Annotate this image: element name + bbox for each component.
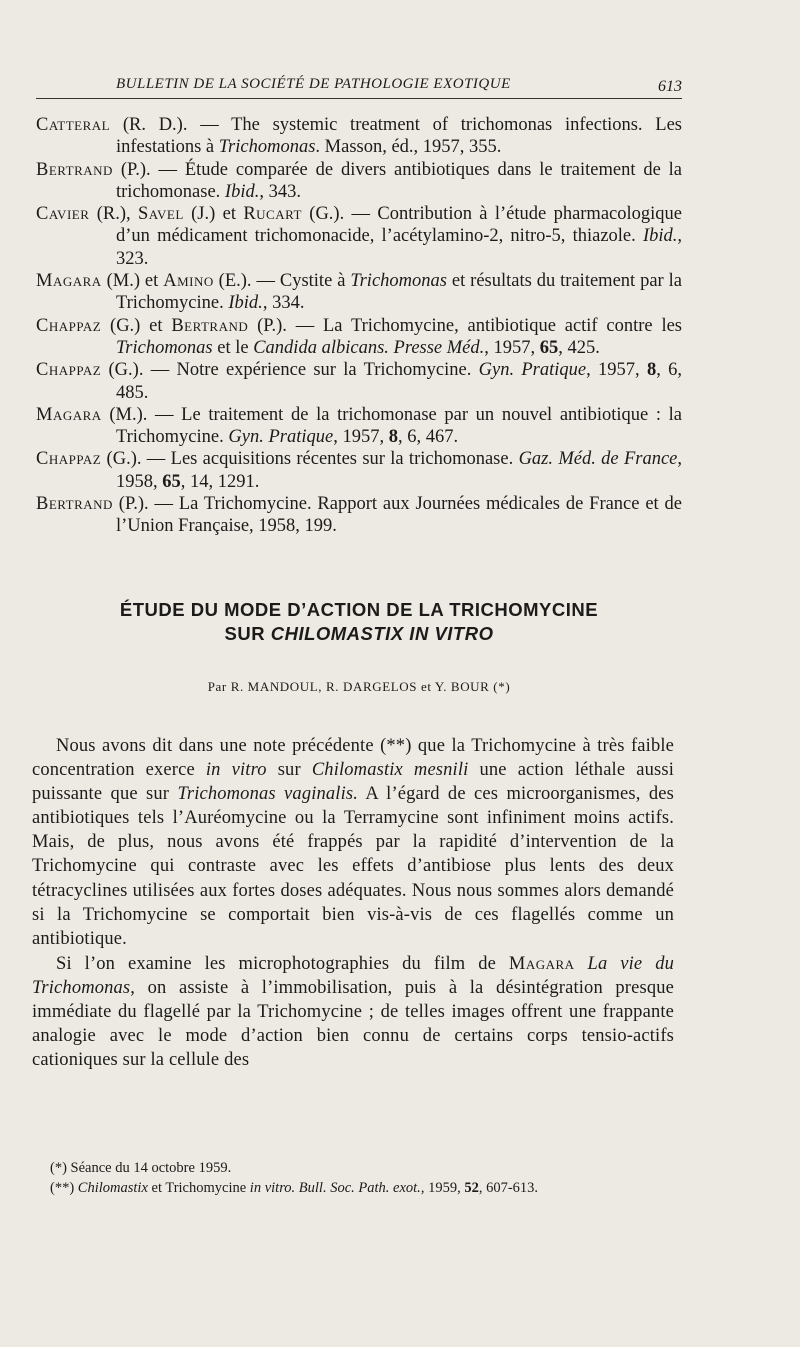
reference-list bbox=[36, 114, 682, 538]
running-head bbox=[36, 74, 682, 99]
article-body bbox=[32, 734, 674, 1072]
paragraph: Nous avons dit dans une note précédente (**) que la Trichomycine à très faible concentration exerce in vitro sur Chilomastix mesnili une action léthale aussi puissante que sur Trichomonas vaginalis. A l’égard de ces microorganismes, des antibiotiques tels l’Auréomycine ou la Terramycine sont infiniment moins actifs. Mais, de plus, nous avons été frappés par la rapidité d’intervention de la Trichomycine qui contraste avec les effets d’antibiose plus lents des deux tétracyclines utilisées aux fortes doses adéquates. Nous nous sommes alors demandé si la Trichomycine se comportait bien vis-à-vis de ces flagellés comme un antibiotique. bbox=[32, 736, 675, 949]
reference-item: Catteral (R. D.). — The systemic treatment of trichomonas infections. Les infestations à Trichomonas. Masson, éd., 1957, 355. bbox=[36, 115, 682, 158]
title-line-1: ÉTUDE DU MODE D’ACTION DE LA TRICHOMYCINE bbox=[119, 599, 599, 620]
reference-item: Cavier (R.), Savel (J.) et Rucart (G.). — Contribution à l’étude pharmacologique d’un médicament trichomonacide, l’acétylamino-2, nitro-5, thiazole. Ibid., 323. bbox=[36, 204, 682, 269]
reference-item: Bertrand (P.). — La Trichomycine. Rapport aux Journées médicales de France et de l’Union Française, 1958, 199. bbox=[36, 494, 682, 537]
reference-item: Bertrand (P.). — Étude comparée de divers antibiotiques dans le traitement de la trichomonase. Ibid., 343. bbox=[36, 159, 682, 202]
paragraph: Si l’on examine les microphotographies du film de Magara La vie du Trichomonas, on assiste à l’immobilisation, puis à la désintégration presque immédiate du flagellé par la Trichomycine ; de telles images offrent une frappante analogie avec le mode d’action bien connu de certains corps tensio-actifs cationiques sur la cellule des bbox=[32, 953, 675, 1071]
authors-line: Par R. MANDOUL, R. DARGELOS et Y. BOUR (*) bbox=[207, 679, 511, 694]
reference-item: Chappaz (G.) et Bertrand (P.). — La Trichomycine, antibiotique actif contre les Trichomonas et le Candida albicans. Presse Méd., 1957, 65, 425. bbox=[36, 315, 682, 358]
reference-item: Chappaz (G.). — Les acquisitions récentes sur la trichomonase. Gaz. Méd. de France, 1958, 65, 14, 1291. bbox=[36, 449, 682, 492]
reference-item: Magara (M.). — Le traitement de la trichomonase par un nouvel antibiotique : la Trichomycine. Gyn. Pratique, 1957, 8, 6, 467. bbox=[36, 404, 682, 448]
page-number: 613 bbox=[658, 78, 682, 95]
article-title bbox=[36, 598, 682, 646]
title-line-2: SUR CHILOMASTIX IN VITRO bbox=[224, 623, 494, 644]
footnote: (**) Chilomastix et Trichomycine in vitro. Bull. Soc. Path. exot., 1959, 52, 607-613. bbox=[50, 1180, 539, 1196]
running-title: BULLETIN DE LA SOCIÉTÉ DE PATHOLOGIE EXOTIQUE bbox=[116, 76, 511, 92]
footnote: (*) Séance du 14 octobre 1959. bbox=[50, 1160, 232, 1176]
reference-item: Chappaz (G.). — Notre expérience sur la Trichomycine. Gyn. Pratique, 1957, 8, 6, 485. bbox=[36, 360, 682, 403]
footnotes bbox=[32, 1158, 674, 1198]
reference-item: Magara (M.) et Amino (E.). — Cystite à Trichomonas et résultats du traitement par la Trichomycine. Ibid., 334. bbox=[36, 271, 682, 314]
